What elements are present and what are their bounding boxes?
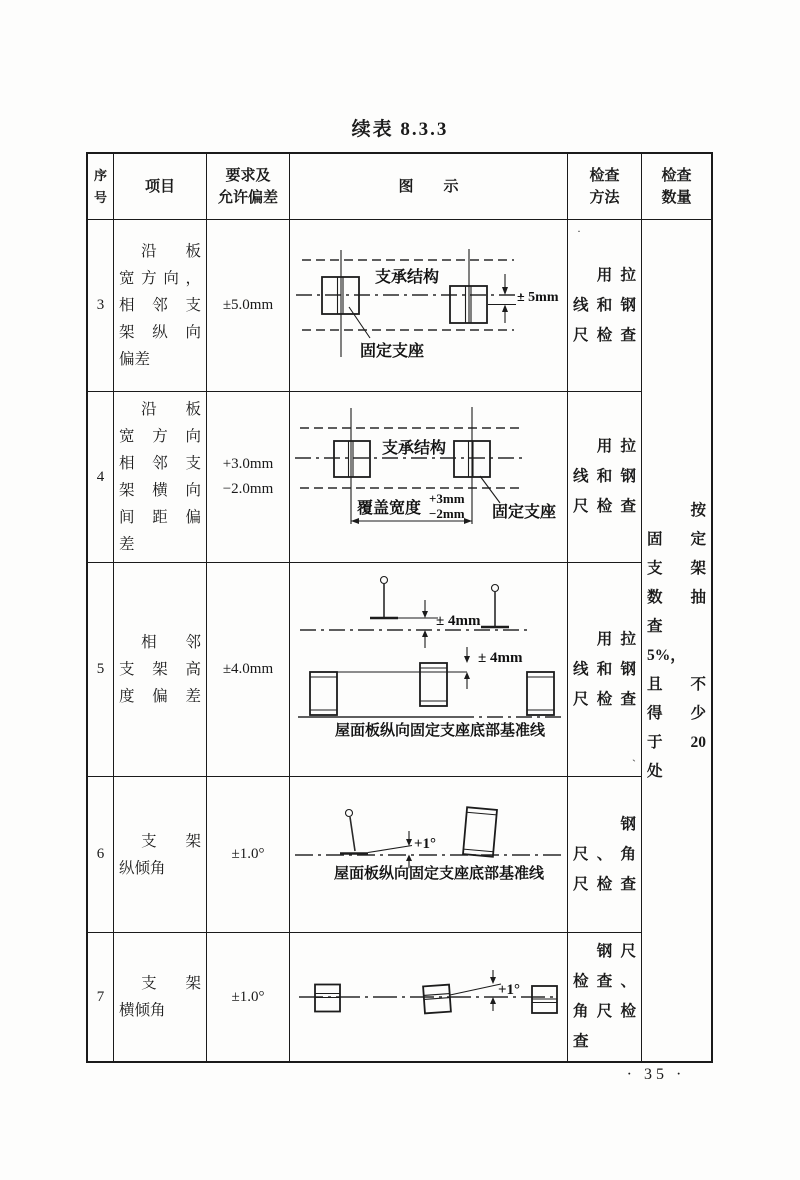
print-artifact-dot: ·: [577, 224, 581, 238]
qty-line: 且 不: [647, 675, 706, 693]
fixed-support-label: 固定支座: [360, 343, 425, 360]
row5-figure: [290, 563, 568, 777]
row4-no: 4: [88, 392, 114, 563]
method-line: 用拉: [573, 630, 636, 648]
item-line: 支架高: [119, 661, 201, 678]
support-structure-label: 支承结构: [382, 440, 447, 457]
header-method-line1: 检查: [589, 167, 620, 184]
item-line: 相邻支: [119, 455, 201, 472]
transverse-spacing-diagram: [290, 392, 566, 560]
header-req: [207, 154, 290, 220]
header-qty-line1: 检查: [661, 167, 692, 184]
item-line: 宽方向，: [119, 270, 201, 287]
item-line: 偏差: [119, 351, 151, 368]
page-title: 续表 8.3.3: [351, 119, 449, 140]
qty-line: 数 抽: [647, 588, 706, 606]
row7-item: [114, 933, 207, 1061]
req-line: −2.0mm: [222, 481, 274, 497]
header-qty: [642, 154, 711, 220]
qty-line: 于 20: [647, 733, 706, 751]
method-line: 检查、: [573, 973, 636, 990]
row6-requirement: ±1.0°: [207, 777, 290, 933]
item-line: 相邻支: [119, 297, 201, 314]
header-method: [568, 154, 642, 220]
tilted-support-shape: [423, 985, 451, 1014]
page-number: · 35 ·: [626, 1066, 686, 1083]
qty-line: 得 少: [647, 704, 706, 722]
row3-requirement: ±5.0mm: [207, 220, 290, 392]
item-line: 差: [119, 536, 135, 553]
qty-line: 按: [647, 501, 706, 519]
item-line: 架纵向: [119, 324, 201, 341]
row7-no: 7: [88, 933, 114, 1061]
header-qty-line2: 数量: [661, 189, 692, 206]
dimension-top-label: ± 4mm: [436, 613, 481, 629]
qty-line: 5%，: [647, 646, 686, 664]
header-figure: 图 示: [290, 154, 568, 220]
longitudinal-tilt-diagram: [290, 777, 566, 929]
method-line: 钢: [573, 815, 636, 833]
cover-width-label: 覆盖宽度: [357, 500, 422, 517]
row3-method: [568, 220, 642, 392]
print-artifact-tick: `: [632, 757, 636, 771]
item-line: 度偏差: [119, 688, 201, 705]
header-item: 项目: [114, 154, 207, 220]
inspection-quantity-cell: [642, 220, 711, 1061]
item-line: 相 邻: [119, 634, 201, 651]
support-structure-label: 支承结构: [375, 269, 440, 286]
row6-method: [568, 777, 642, 933]
method-line: 查: [573, 1033, 589, 1050]
row5-requirement: ±4.0mm: [207, 563, 290, 777]
row4-requirement: [207, 392, 290, 563]
row6-no: 6: [88, 777, 114, 933]
height-deviation-diagram: [290, 563, 566, 775]
row7-requirement: ±1.0°: [207, 933, 290, 1061]
dimension-label: ± 5mm: [517, 290, 559, 305]
dimension-label: +1°: [498, 982, 521, 998]
dimension-label: +1°: [414, 836, 437, 852]
method-line: 尺检查: [573, 690, 636, 708]
method-line: 线和钢: [573, 468, 636, 485]
method-line: 线和钢: [573, 660, 636, 678]
item-line: 沿 板: [119, 401, 201, 418]
baseline-label: 屋面板纵向固定支座底部基准线: [334, 866, 545, 882]
row6-item: [114, 777, 207, 933]
row3-no: 3: [88, 220, 114, 392]
row3-item: [114, 220, 207, 392]
item-line: 横倾角: [119, 1002, 166, 1019]
row6-figure: [290, 777, 568, 933]
method-line: 用拉: [573, 438, 636, 455]
tolerance-table: [86, 152, 713, 1063]
dimension-minus-label: −2mm: [429, 506, 465, 521]
row7-method: [568, 933, 642, 1061]
item-line: 纵倾角: [119, 859, 166, 877]
header-req-line1: 要求及: [225, 167, 271, 184]
row7-figure: [290, 933, 568, 1061]
header-method-line2: 方法: [589, 189, 620, 206]
transverse-tilt-diagram: [290, 933, 566, 1059]
method-line: 尺检查: [573, 875, 636, 893]
qty-line: 固 定: [647, 530, 706, 548]
dimension-plus-label: +3mm: [429, 491, 465, 506]
item-line: 宽方向: [119, 428, 201, 445]
tilted-support-shape: [463, 807, 497, 856]
req-line: +3.0mm: [222, 456, 274, 472]
method-line: 尺检查: [573, 326, 636, 344]
row4-figure: [290, 392, 568, 563]
row5-item: [114, 563, 207, 777]
item-line: 支 架: [119, 975, 201, 992]
qty-line: 查: [647, 617, 663, 635]
row5-no: 5: [88, 563, 114, 777]
fixed-support-label: 固定支座: [492, 504, 557, 521]
row3-figure: [290, 220, 568, 392]
header-no: 序号: [88, 154, 114, 220]
longitudinal-offset-diagram: [290, 220, 566, 390]
baseline-label: 屋面板纵向固定支座底部基准线: [335, 723, 546, 739]
qty-line: 支 架: [647, 559, 706, 577]
method-line: 钢尺: [573, 943, 636, 960]
item-line: 间距偏: [119, 509, 201, 526]
dimension-mid-label: ± 4mm: [478, 650, 523, 666]
row4-method: [568, 392, 642, 563]
item-line: 沿 板: [119, 243, 201, 260]
method-line: 用拉: [573, 266, 636, 284]
row5-method: [568, 563, 642, 777]
method-line: 角尺检: [573, 1003, 636, 1020]
header-req-line2: 允许偏差: [217, 189, 278, 206]
qty-line: 处: [647, 762, 663, 780]
row4-item: [114, 392, 207, 563]
method-line: 线和钢: [573, 296, 636, 314]
method-line: 尺、角: [573, 845, 636, 863]
method-line: 尺检查: [573, 498, 636, 515]
item-line: 支 架: [119, 832, 201, 850]
item-line: 架横向: [119, 482, 201, 499]
